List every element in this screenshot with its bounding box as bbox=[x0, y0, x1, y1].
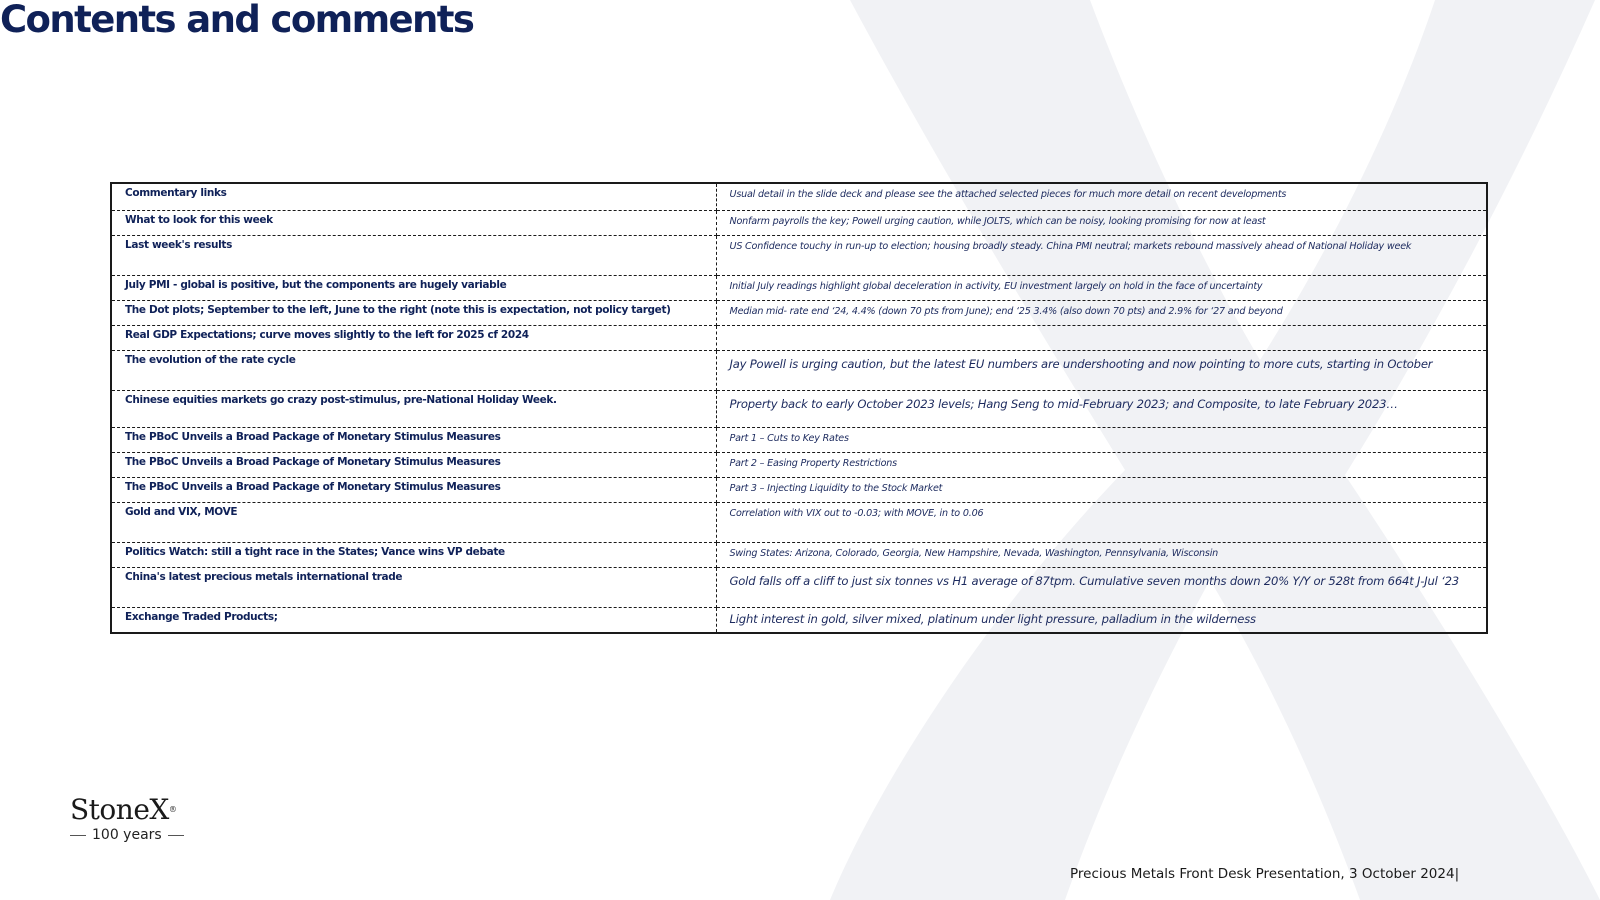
comment-cell: Usual detail in the slide deck and please see the attached selected pieces for much more detail on recent developments bbox=[716, 183, 1487, 210]
comment-cell: Nonfarm payrolls the key; Powell urging caution, while JOLTS, which can be noisy, looking promising for now at least bbox=[716, 210, 1487, 235]
topic-cell: Exchange Traded Products; bbox=[111, 607, 716, 633]
topic-cell: Gold and VIX, MOVE bbox=[111, 502, 716, 542]
topic-cell: The PBoC Unveils a Broad Package of Monetary Stimulus Measures bbox=[111, 452, 716, 477]
table-row bbox=[111, 210, 1487, 235]
table-row bbox=[111, 183, 1487, 210]
comment-cell: Swing States: Arizona, Colorado, Georgia, New Hampshire, Nevada, Washington, Pennsylvania, Wisconsin bbox=[716, 542, 1487, 567]
logo-tagline bbox=[70, 827, 184, 843]
topic-cell: Real GDP Expectations; curve moves slightly to the left for 2025 cf 2024 bbox=[111, 325, 716, 350]
comment-cell: Correlation with VIX out to -0.03; with MOVE, in to 0.06 bbox=[716, 502, 1487, 542]
contents-table bbox=[110, 182, 1488, 634]
table-row bbox=[111, 325, 1487, 350]
topic-cell: The PBoC Unveils a Broad Package of Monetary Stimulus Measures bbox=[111, 427, 716, 452]
logo-wordmark: StoneX bbox=[70, 793, 169, 826]
table-row bbox=[111, 477, 1487, 502]
table-row bbox=[111, 567, 1487, 607]
comment-cell bbox=[716, 325, 1487, 350]
topic-cell: Politics Watch: still a tight race in the States; Vance wins VP debate bbox=[111, 542, 716, 567]
table-row bbox=[111, 350, 1487, 390]
tagline-text: 100 years bbox=[92, 827, 162, 843]
table-row bbox=[111, 452, 1487, 477]
comment-cell: Jay Powell is urging caution, but the latest EU numbers are undershooting and now pointing to more cuts, starting in October bbox=[716, 350, 1487, 390]
table-row bbox=[111, 427, 1487, 452]
comment-cell: Gold falls off a cliff to just six tonnes vs H1 average of 87tpm. Cumulative seven months down 20% Y/Y or 528t from 664t J-Jul ‘23 bbox=[716, 567, 1487, 607]
topic-cell: The Dot plots; September to the left, June to the right (note this is expectation, not policy target) bbox=[111, 300, 716, 325]
topic-cell: The PBoC Unveils a Broad Package of Monetary Stimulus Measures bbox=[111, 477, 716, 502]
topic-cell: July PMI - global is positive, but the components are hugely variable bbox=[111, 275, 716, 300]
comment-cell: Part 1 – Cuts to Key Rates bbox=[716, 427, 1487, 452]
stonex-logo bbox=[70, 795, 184, 843]
table-row bbox=[111, 390, 1487, 427]
table-row bbox=[111, 275, 1487, 300]
table-row bbox=[111, 502, 1487, 542]
page-title: Contents and comments bbox=[0, 0, 474, 41]
comment-cell: Initial July readings highlight global deceleration in activity, EU investment largely on hold in the face of uncertainty bbox=[716, 275, 1487, 300]
comment-cell: Part 2 – Easing Property Restrictions bbox=[716, 452, 1487, 477]
topic-cell: Last week's results bbox=[111, 235, 716, 275]
topic-cell: China's latest precious metals international trade bbox=[111, 567, 716, 607]
footer-text: Precious Metals Front Desk Presentation, 3 October 2024| bbox=[1070, 866, 1460, 882]
comment-cell: Median mid- rate end ‘24, 4.4% (down 70 pts from June); end ‘25 3.4% (also down 70 pts) and 2.9% for ‘27 and beyond bbox=[716, 300, 1487, 325]
table-row bbox=[111, 235, 1487, 275]
comment-cell: Property back to early October 2023 levels; Hang Seng to mid-February 2023; and Composite, to late February 2023… bbox=[716, 390, 1487, 427]
table-row bbox=[111, 300, 1487, 325]
comment-cell: Part 3 – Injecting Liquidity to the Stock Market bbox=[716, 477, 1487, 502]
topic-cell: What to look for this week bbox=[111, 210, 716, 235]
tagline-dash-left bbox=[70, 835, 86, 836]
logo-name bbox=[70, 795, 184, 825]
comment-cell: Light interest in gold, silver mixed, platinum under light pressure, palladium in the wilderness bbox=[716, 607, 1487, 633]
topic-cell: Chinese equities markets go crazy post-stimulus, pre-National Holiday Week. bbox=[111, 390, 716, 427]
table-row bbox=[111, 542, 1487, 567]
table-row bbox=[111, 607, 1487, 633]
tagline-dash-right bbox=[168, 835, 184, 836]
comment-cell: US Confidence touchy in run-up to election; housing broadly steady. China PMI neutral; markets rebound massively ahead of National Holiday week bbox=[716, 235, 1487, 275]
topic-cell: Commentary links bbox=[111, 183, 716, 210]
registered-mark: ® bbox=[168, 805, 177, 814]
topic-cell: The evolution of the rate cycle bbox=[111, 350, 716, 390]
